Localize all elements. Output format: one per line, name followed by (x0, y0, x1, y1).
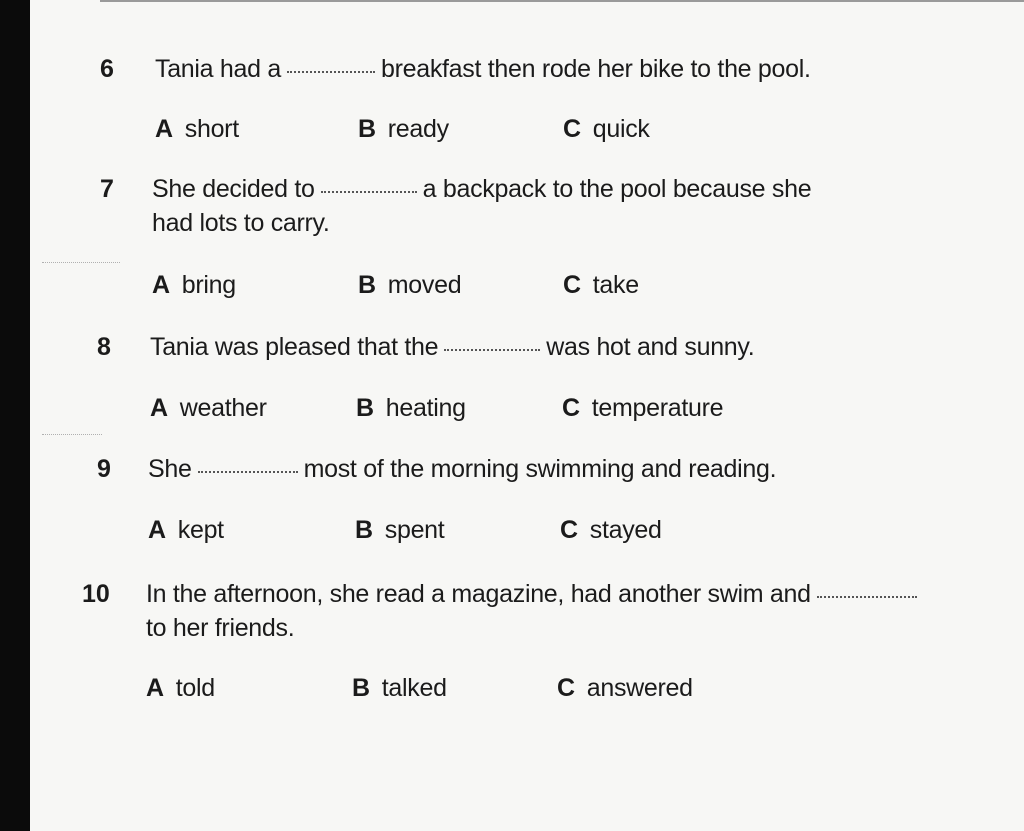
option-text: heating (385, 394, 466, 422)
option-text: kept (177, 516, 224, 544)
option-c (563, 112, 650, 146)
question-8-text (150, 330, 754, 364)
option-b (358, 268, 461, 302)
question-text-after: was hot and sunny. (546, 333, 755, 361)
option-letter: C (562, 394, 580, 422)
option-letter: A (146, 674, 164, 702)
question-text-before: Tania had a (155, 55, 281, 83)
option-text: bring (181, 271, 236, 299)
option-b (358, 112, 449, 146)
answer-blank (287, 71, 375, 73)
question-text-before: In the afternoon, she read a magazine, had another swim and (146, 580, 811, 608)
answer-blank (321, 191, 417, 193)
option-letter: A (150, 394, 168, 422)
option-b (352, 671, 447, 705)
option-letter: B (352, 674, 370, 702)
question-text-before: She decided to (152, 175, 315, 203)
question-10-text (146, 577, 923, 611)
option-letter: B (356, 394, 374, 422)
question-number: 6 (100, 55, 114, 83)
option-letter: A (152, 271, 170, 299)
question-text-after: a backpack to the pool because she (422, 175, 812, 203)
option-text: moved (387, 271, 462, 299)
question-text-before: She (148, 455, 192, 483)
option-text: stayed (589, 516, 662, 544)
option-text: quick (592, 115, 650, 143)
option-b (355, 513, 444, 547)
question-number: 8 (97, 333, 111, 361)
option-text: ready (387, 115, 449, 143)
question-text-before: Tania was pleased that the (150, 333, 439, 361)
answer-blank (444, 349, 540, 351)
option-text: temperature (591, 394, 724, 422)
option-c (563, 268, 639, 302)
left-page-edge (0, 0, 30, 831)
faint-dotted-mark (42, 262, 120, 263)
question-6-text (155, 52, 811, 86)
question-9-text (148, 452, 776, 486)
option-text: told (175, 674, 215, 702)
question-number: 7 (100, 175, 114, 203)
question-7-line2: had lots to carry. (152, 209, 330, 237)
option-text: take (592, 271, 639, 299)
option-a (155, 112, 239, 146)
option-text: spent (384, 516, 445, 544)
question-text-after: breakfast then rode her bike to the pool. (380, 55, 811, 83)
question-10-line2: to her friends. (146, 614, 295, 642)
option-text: talked (381, 674, 447, 702)
top-divider (100, 0, 1024, 2)
option-a (150, 391, 267, 425)
option-letter: A (155, 115, 173, 143)
option-text: answered (586, 674, 693, 702)
answer-blank (817, 596, 917, 598)
question-7-text (152, 172, 811, 206)
option-b (356, 391, 466, 425)
option-letter: C (557, 674, 575, 702)
option-c (560, 513, 662, 547)
option-letter: C (560, 516, 578, 544)
option-letter: C (563, 271, 581, 299)
option-text: short (184, 115, 239, 143)
option-a (146, 671, 215, 705)
question-number: 9 (97, 455, 111, 483)
option-letter: B (355, 516, 373, 544)
option-a (148, 513, 224, 547)
option-letter: A (148, 516, 166, 544)
question-number: 10 (82, 580, 110, 608)
option-letter: C (563, 115, 581, 143)
option-c (562, 391, 723, 425)
option-letter: B (358, 271, 376, 299)
answer-blank (198, 471, 298, 473)
option-text: weather (179, 394, 267, 422)
faint-dotted-mark (42, 434, 102, 435)
option-a (152, 268, 236, 302)
option-letter: B (358, 115, 376, 143)
option-c (557, 671, 693, 705)
question-text-after: most of the morning swimming and reading. (303, 455, 777, 483)
